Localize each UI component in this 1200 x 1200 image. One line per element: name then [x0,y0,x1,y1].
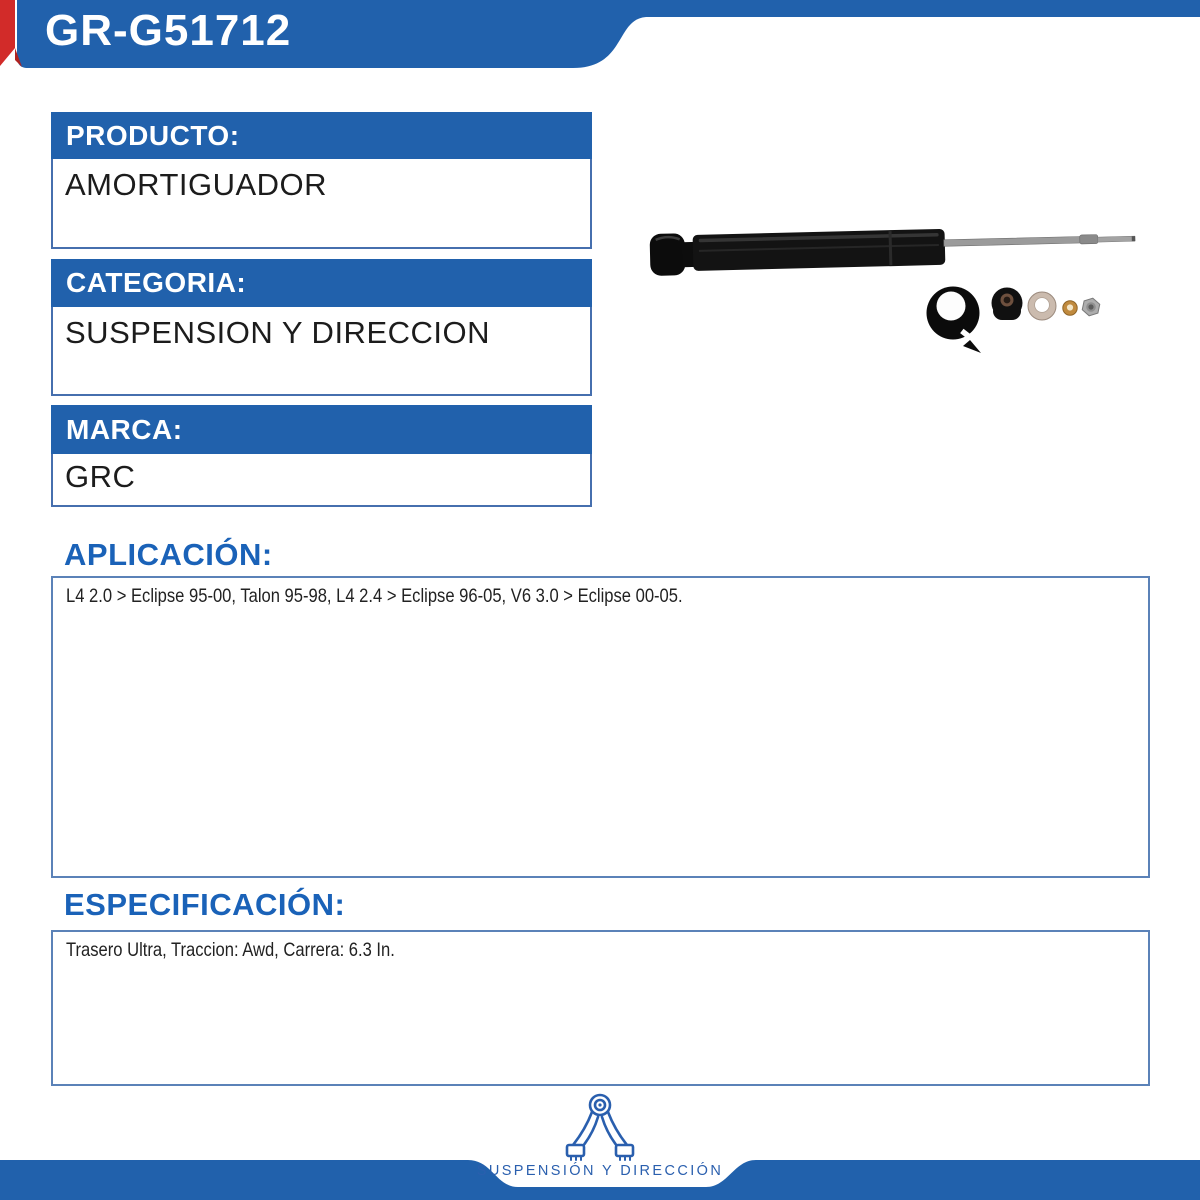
brand-tagline: SUSPENSIÓN Y DIRECCIÓN [476,1163,724,1179]
control-arm-icon [540,1088,660,1162]
mounting-kit [927,287,1101,354]
categoria-label: CATEGORIA: [51,259,592,307]
specification-panel [51,930,1150,1086]
application-heading: APLICACIÓN: [64,537,273,572]
marca-label: MARCA: [51,405,592,454]
shock-absorber [650,222,1136,276]
producto-value: AMORTIGUADOR [51,159,592,249]
product-image [630,180,1150,380]
info-box-marca [51,405,592,507]
info-box-categoria [51,259,592,396]
marca-value: GRC [51,454,592,507]
categoria-value: SUSPENSION Y DIRECCION [51,307,592,396]
specification-text: Trasero Ultra, Traccion: Awd, Carrera: 6.3 In. [66,939,395,961]
application-panel [51,576,1150,878]
specification-heading: ESPECIFICACIÓN: [64,887,346,922]
red-accent-ribbon [0,0,15,66]
part-number: GR-G51712 [45,6,292,55]
application-text: L4 2.0 > Eclipse 95-00, Talon 95-98, L4 2.4 > Eclipse 96-05, V6 3.0 > Eclipse 00-05. [66,585,683,607]
info-box-producto [51,112,592,249]
producto-label: PRODUCTO: [51,112,592,159]
